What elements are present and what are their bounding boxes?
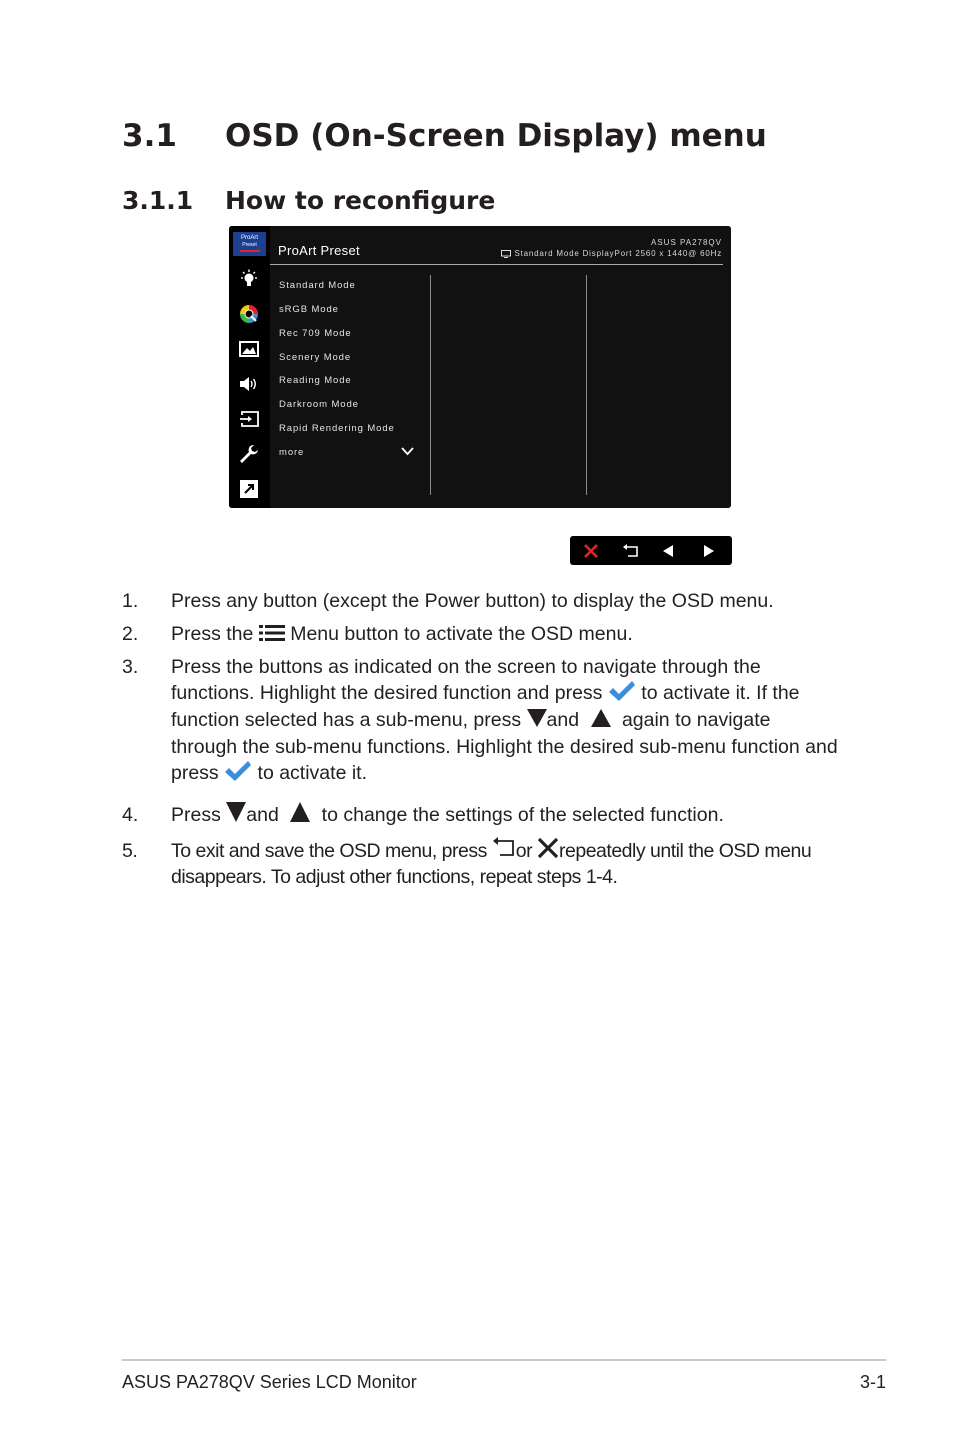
menu-icon [259,624,285,642]
step-number: 2. [122,623,139,645]
bulb-icon [238,268,260,290]
osd-menu-item: sRGB Mode [279,304,339,315]
osd-button-guide [570,536,732,565]
monitor-icon [501,250,511,258]
step-number: 1. [122,590,139,612]
down-triangle-icon [527,708,547,728]
close-icon [572,536,610,565]
step-text: Press the [171,623,254,645]
checkmark-icon [608,680,636,702]
step-text: or [515,840,533,862]
up-triangle-icon [290,801,310,823]
page-number: 3-1 [859,1372,886,1392]
step-text: repeatedly until the OSD menu [559,840,812,862]
step-text: and [546,709,580,731]
step-text: to activate it. If the [641,682,800,704]
speaker-icon [238,373,260,395]
shortcut-icon [238,478,260,500]
checkmark-icon [224,760,252,782]
step-number: 5. [122,840,138,862]
section-number: 3.1 [122,118,177,154]
osd-menu-figure [229,226,731,508]
up-triangle-icon [591,708,611,728]
osd-menu-item: Rec 709 Mode [279,328,352,339]
step-text: disappears. To adjust other functions, repeat steps 1-4. [171,866,618,888]
step-text: functions. Highlight the desired function and press [171,682,603,704]
subsection-title: How to reconfigure [225,186,496,215]
step-text: To exit and save the OSD menu, press [171,840,487,862]
wrench-icon [238,443,260,465]
section-heading [122,118,767,154]
input-select-icon [238,408,260,430]
step-text: function selected has a sub-menu, press [171,709,522,731]
chevron-down-icon [401,447,414,456]
proart-logo-line2: Preset [242,242,257,248]
osd-menu-item-more: more [279,447,305,458]
step-text: through the sub-menu functions. Highlight the desired sub-menu function and [171,736,838,758]
step-text: and [246,804,279,826]
section-title: OSD (On-Screen Display) menu [225,118,767,154]
step-number: 4. [122,804,139,826]
close-icon [537,837,559,859]
subsection-number: 3.1.1 [122,186,194,215]
down-triangle-icon [226,801,246,823]
osd-main-panel [270,226,731,508]
step-text: again to navigate [621,709,771,731]
proart-preset-tab [233,232,266,256]
return-icon [492,836,516,858]
color-palette-icon [238,303,260,325]
osd-menu-item: Reading Mode [279,375,352,386]
right-arrow-icon [689,536,727,565]
osd-menu-item: Rapid Rendering Mode [279,423,395,434]
step-text: Press the buttons as indicated on the screen to navigate through the [171,656,761,678]
footer-divider [122,1359,886,1361]
step-text: Press any button (except the Power button) to display the OSD menu. [171,590,774,612]
osd-model-name: ASUS PA278QV [651,238,722,247]
osd-status-line [501,249,722,258]
subsection-heading [122,186,495,215]
step-text: Menu button to activate the OSD menu. [290,623,633,645]
step-text: press [171,762,219,784]
osd-menu-item: Darkroom Mode [279,399,359,410]
step-text: to change the settings of the selected function. [321,804,724,826]
image-icon [238,338,260,360]
osd-status-text: Standard Mode DisplayPort 2560 x 1440@ 60Hz [514,249,722,258]
proart-logo-line1: ProArt [240,235,258,241]
osd-menu-item: Standard Mode [279,280,356,291]
step-text: Press [171,804,221,826]
osd-title: ProArt Preset [278,243,360,258]
osd-sidebar [229,226,270,508]
return-icon [612,536,650,565]
step-text: to activate it. [257,762,367,784]
osd-menu-item: Scenery Mode [279,352,352,363]
footer-title: ASUS PA278QV Series LCD Monitor [122,1372,417,1392]
left-arrow-icon [650,536,688,565]
step-number: 3. [122,656,139,678]
